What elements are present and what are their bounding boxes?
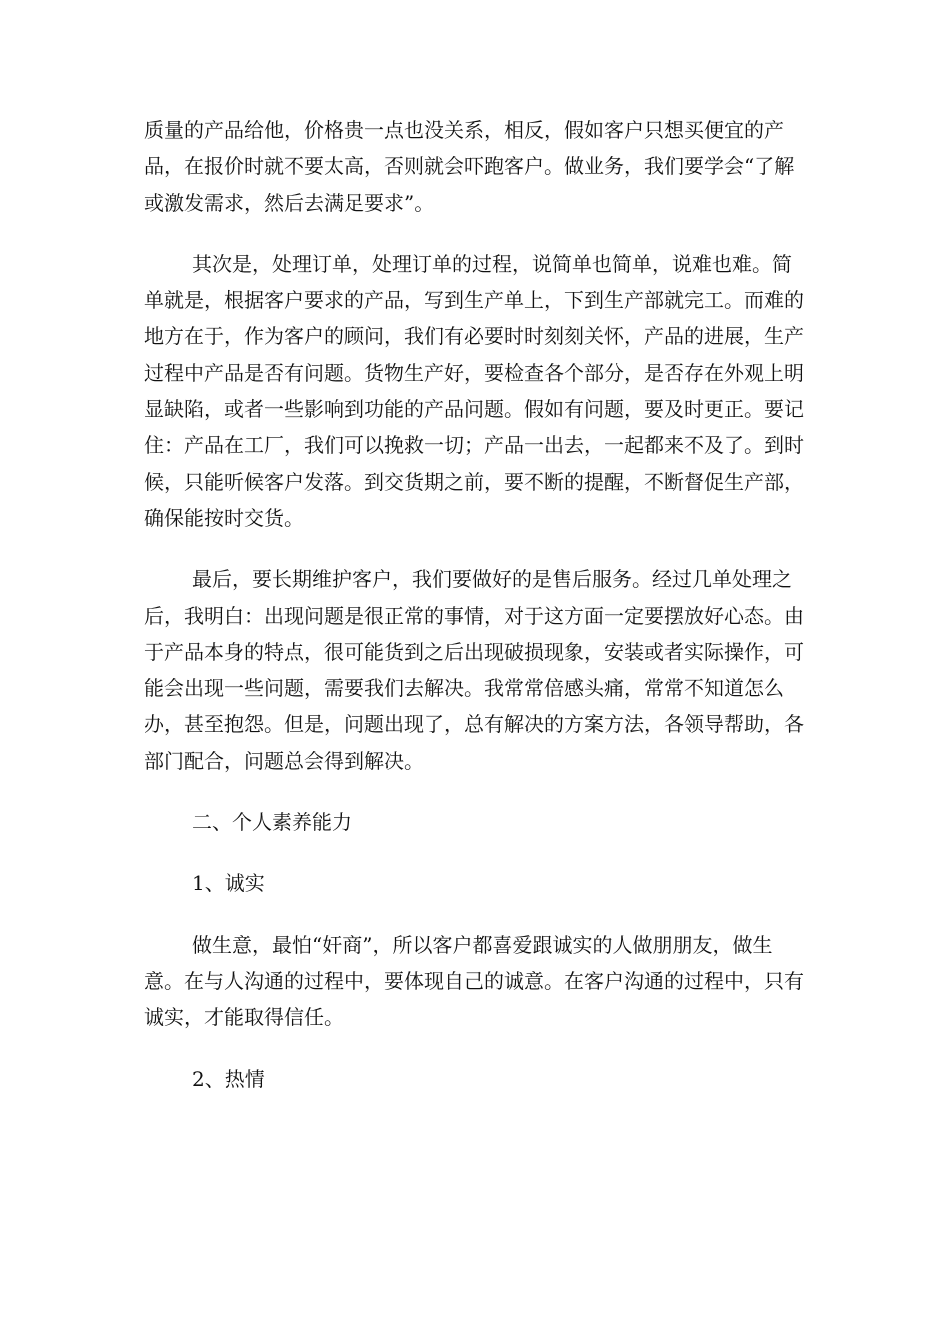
paragraph-honesty: 做生意，最怕“奸商”，所以客户都喜爱跟诚实的人做朋朋友，做生意。在与人沟通的过程中，要体现自己的诚意。在客户沟通的过程中，只有诚实，才能取得信任。 <box>144 932 804 1030</box>
document-body <box>144 112 808 1097</box>
paragraph-order-processing: 其次是，处理订单，处理订单的过程，说简单也简单，说难也难。简单就是，根据客户要求的产品，写到生产单上，下到生产部就完工。而难的地方在于，作为客户的顾问，我们有必要时时刻刻关怀，产品的进展，生产过程中产品是否有问题。货物生产好，要检查各个部分，是否存在外观上明显缺陷，或者一些影响到功能的产品问题。假如有问题，要及时更正。要记住：产品在工厂，我们可以挽救一切；产品一出去，一起都来不及了。到时候，只能听候客户发落。到交货期之前，要不断的提醒，不断督促生产部，确保能按时交货。 <box>144 251 804 530</box>
subheading-enthusiasm: 2、热情 <box>192 1066 265 1091</box>
paragraph-price-and-needs: 质量的产品给他，价格贵一点也没关系，相反，假如客户只想买便宜的产品，在报价时就不要太高，否则就会吓跑客户。做业务，我们要学会“了解或激发需求，然后去满足要求”。 <box>144 118 795 215</box>
subheading-honesty: 1、诚实 <box>192 871 265 896</box>
paragraph-after-sales-service: 最后，要长期维护客户，我们要做好的是售后服务。经过几单处理之后，我明白：出现问题是很正常的事情，对于这方面一定要摆放好心态。由于产品本身的特点，很可能货到之后出现破损现象，安装或者实际操作，可能会出现一些问题，需要我们去解决。我常常倍感头痛，常常不知道怎么办，甚至抱怨。但是，问题出现了，总有解决的方案方法，各领导帮助，各部门配合，问题总会得到解决。 <box>144 567 804 773</box>
section-heading-personal-quality: 二、个人素养能力 <box>192 810 352 835</box>
